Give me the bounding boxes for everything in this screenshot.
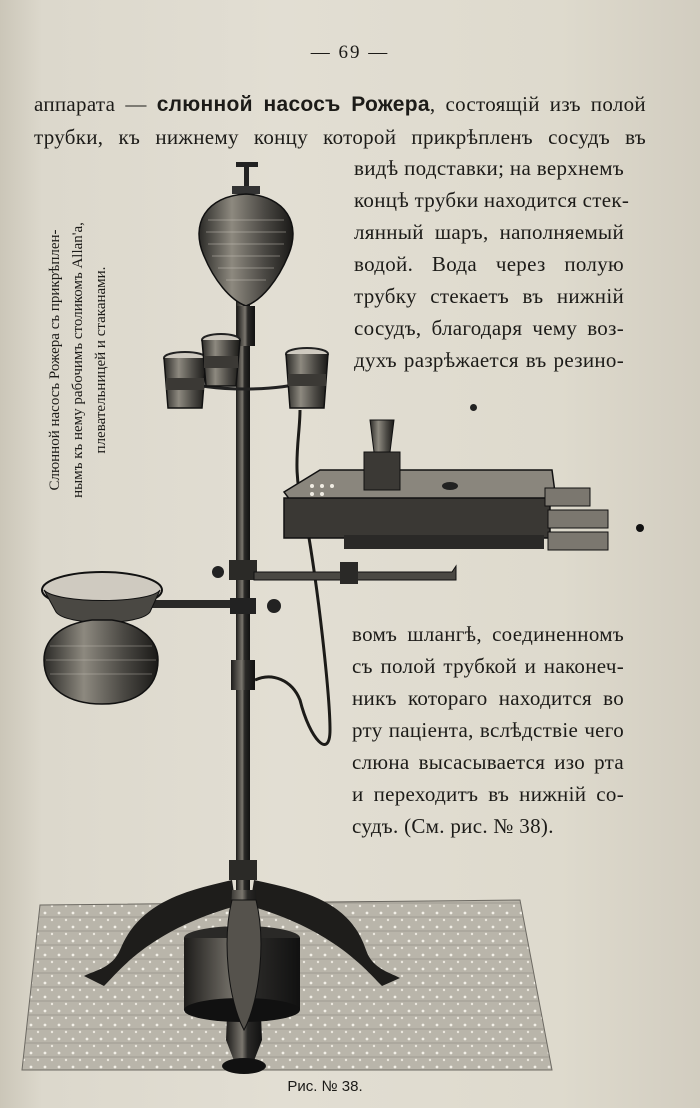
side-caption [44, 180, 113, 540]
text-line: видѣ подставки; на верхнемъ [354, 156, 624, 180]
figure-caption: Рис. № 38. [287, 1078, 363, 1095]
caption-line: Слюнной насосъ Рожера съ прикрѣплен- [47, 229, 63, 491]
paragraph-bottom [352, 618, 624, 842]
text-line: лянный шаръ, наполняемый [354, 220, 624, 244]
ink-dot [470, 404, 477, 411]
bold-term: слюнной насосъ Рожера [156, 93, 430, 116]
caption-line: плевательницей и стаканами. [93, 266, 109, 454]
text-line: аппарата — слюнной насосъ Рожера, состоящій изъ полой [34, 92, 646, 116]
text-line: духъ разрѣжается въ резино- [354, 348, 624, 372]
text-line: трубки, къ нижнему концу которой прикрѣпленъ сосудъ въ [34, 125, 646, 149]
text-line: концѣ трубки находится стек- [354, 188, 630, 212]
text-line: съ полой трубкой и наконеч- [352, 654, 624, 678]
paragraph-top-full [34, 88, 646, 153]
caption-line: нымъ къ нему рабочимъ столикомъ Allan'a, [70, 222, 86, 498]
text-line: слюна высасывается изо рта [352, 750, 624, 774]
glass-bulb [199, 162, 293, 346]
text-line: рту пацiента, вслѣдствіе чего [352, 718, 624, 742]
text-line: водой. Вода через полую [354, 252, 624, 276]
text-line: вомъ шлангѣ, соединенномъ [352, 622, 624, 646]
text-line: никъ котораго находится во [352, 686, 624, 710]
page-number: — 69 — [310, 42, 390, 63]
text-line: судъ. (См. рис. № 38). [352, 814, 554, 838]
text-line: и переходитъ въ нижній со- [352, 782, 624, 806]
paragraph-top-narrow [354, 152, 630, 376]
text-line: сосудъ, благодаря чему воз- [354, 316, 624, 340]
text-line: трубку стекаетъ въ нижній [354, 284, 624, 308]
